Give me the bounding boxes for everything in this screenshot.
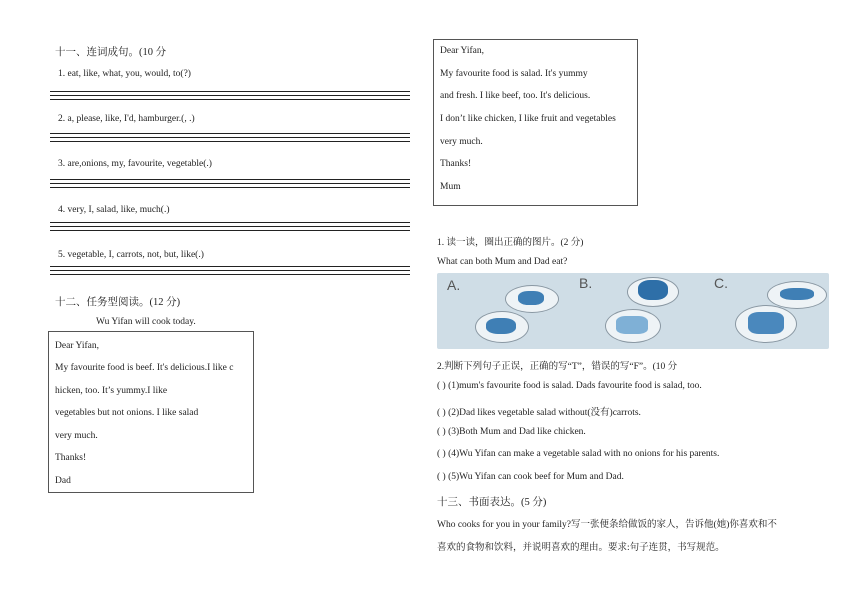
question-4: 4. very, I, salad, like, much(.)	[58, 205, 170, 215]
mum-letter-line: Dear Yifan,	[440, 46, 484, 56]
dad-letter-line: My favourite food is beef. It's delicious.I like c	[55, 363, 234, 373]
dad-letter-line: Dear Yifan,	[55, 341, 99, 351]
task-1-title: 1. 读一读，圈出正确的图片。(2 分)	[437, 238, 584, 248]
tf-item-5[interactable]: ( ) (5)Wu Yifan can cook beef for Mum and Dad.	[437, 472, 624, 482]
answer-lines-3[interactable]	[50, 179, 410, 191]
option-a-label[interactable]: A.	[447, 277, 461, 293]
chicken-plate-icon[interactable]	[627, 277, 679, 307]
answer-lines-5[interactable]	[50, 266, 410, 278]
salad-plate-icon[interactable]	[505, 285, 559, 313]
question-5: 5. vegetable, I, carrots, not, but, like(.)	[58, 250, 204, 260]
mum-letter-line: I don’t like chicken, I like fruit and vegetables	[440, 114, 616, 124]
question-1: 1. eat, like, what, you, would, to(?)	[58, 69, 191, 79]
dad-letter-box	[48, 331, 254, 493]
mum-letter-box	[433, 39, 638, 206]
dad-letter-line: Thanks!	[55, 453, 87, 463]
answer-lines-2[interactable]	[50, 133, 410, 145]
question-2: 2. a, please, like, I'd, hamburger.(, .)	[58, 114, 195, 124]
answer-lines-1[interactable]	[50, 91, 410, 103]
tf-item-1[interactable]: ( ) (1)mum's favourite food is salad. Dads favourite food is salad, too.	[437, 381, 702, 391]
task-1-question: What can both Mum and Dad eat?	[437, 257, 568, 267]
food-pictures	[437, 273, 829, 349]
dad-letter-line: very much.	[55, 431, 98, 441]
dad-letter-line: vegetables but not onions. I like salad	[55, 408, 199, 418]
section-13-title: 十三、书面表达。(5 分)	[437, 497, 547, 508]
fish-plate-icon[interactable]	[767, 281, 827, 309]
section-11-title: 十一、连词成句。(10 分	[55, 47, 167, 58]
answer-lines-4[interactable]	[50, 222, 410, 234]
dad-letter-line: hicken, too. It’s yummy.I like	[55, 386, 168, 396]
writing-prompt-line-2: 喜欢的食物和饮料，并说明喜欢的理由。要求:句子连贯，书写规范。	[437, 543, 725, 553]
section-12-title: 十二、任务型阅读。(12 分)	[55, 297, 181, 308]
writing-prompt-line-1: Who cooks for you in your family?写一张便条给做饭的家人，告诉他(她)你喜欢和不	[437, 520, 777, 530]
tf-item-4[interactable]: ( ) (4)Wu Yifan can make a vegetable salad with no onions for his parents.	[437, 449, 720, 459]
mum-letter-line: Mum	[440, 182, 461, 192]
mum-letter-line: and fresh. I like beef, too. It's delicious.	[440, 91, 591, 101]
vegetable-plate-icon[interactable]	[605, 309, 661, 343]
salad-bowl-icon[interactable]	[735, 305, 797, 343]
option-b-label[interactable]: B.	[579, 275, 593, 291]
option-c-label[interactable]: C.	[714, 275, 728, 291]
mum-letter-line: very much.	[440, 137, 483, 147]
tf-item-3[interactable]: ( ) (3)Both Mum and Dad like chicken.	[437, 427, 586, 437]
dad-letter-line: Dad	[55, 476, 71, 486]
task-2-title: 2.判断下列句子正误，正确的写“T”，错误的写“F”。(10 分	[437, 362, 678, 372]
mum-letter-line: Thanks!	[440, 159, 472, 169]
tf-item-2[interactable]: ( ) (2)Dad likes vegetable salad without(没有)carrots.	[437, 408, 641, 418]
mum-letter-line: My favourite food is salad. It's yummy	[440, 69, 588, 79]
reading-subtitle: Wu Yifan will cook today.	[96, 317, 196, 327]
beef-plate-icon[interactable]	[475, 311, 529, 343]
question-3: 3. are,onions, my, favourite, vegetable(.)	[58, 159, 212, 169]
